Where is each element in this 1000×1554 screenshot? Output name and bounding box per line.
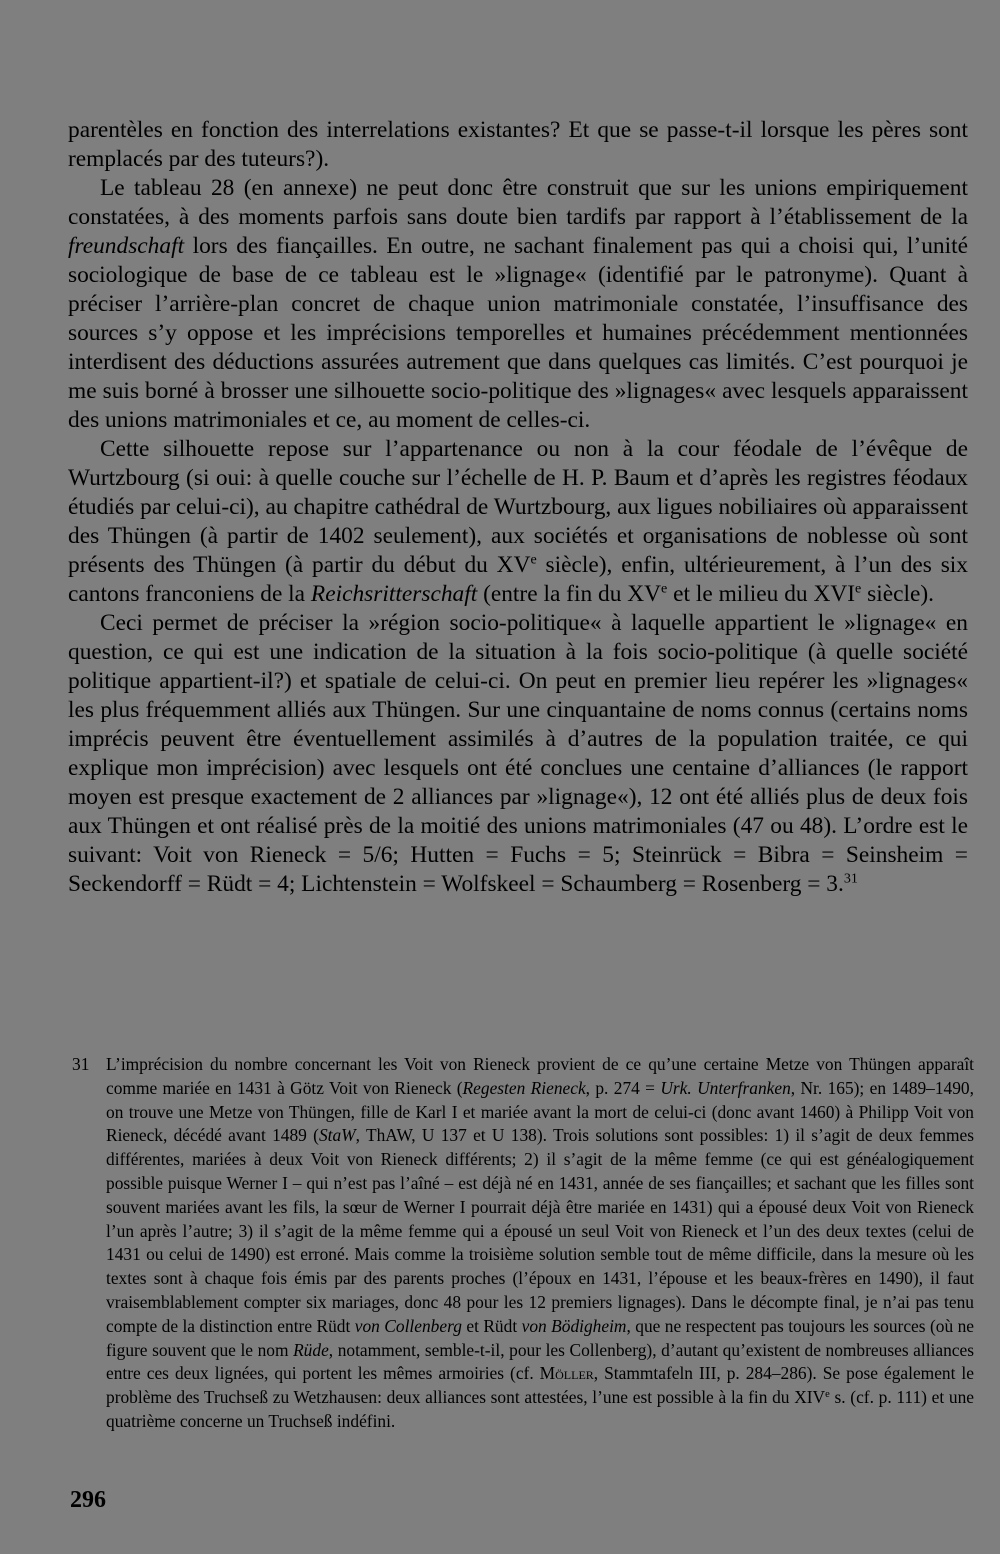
paragraph [68,609,968,899]
text-segment-italic: StaW [318,1125,356,1146]
text-segment-italic: Rüde [293,1339,329,1360]
footnote-text [106,1053,974,1434]
text-segment: siècle), enfin, ultérieurement, à l’un des six cantons franconiens de la [68,552,968,607]
text-segment-sup: e [661,580,668,597]
text-segment: s. (cf. p. 111) et une quatrième concerne un Truchseß indéfini. [106,1387,974,1431]
text-segment: Le tableau 28 (en annexe) ne peut donc être construit que sur les unions empiriquement constatées, à des moments parfois sans doute bien tardifs par rapport à l’établissement de la [68,175,968,230]
footnote [72,1053,974,1434]
text-segment: , Stammtafeln III, p. 284–286). Se pose également le problème des Truchseß zu Wetzhausen: deux alliances sont attestées, l’une est possible à la fin du XIV [106,1363,974,1408]
footnote-number: 31 [72,1054,90,1074]
page-number: 296 [70,1487,106,1513]
text-segment-italic: von Bödigheim [521,1315,627,1336]
text-segment: L’imprécision du nombre concernant les Voit von Rieneck provient de ce qu’une certaine Metze von Thüngen apparaît comme mariée en 1431 à Götz Voit von Rieneck ( [106,1054,974,1098]
text-segment-italic: Regesten Rieneck [462,1077,586,1098]
text-segment: siècle). [861,581,934,607]
text-segment-sup: e [855,580,862,597]
text-segment: Ceci permet de préciser la »région socio-politique« à laquelle appartient le »lignage« en question, ce qui est une indication de la situation à la fois socio-politique (à quelle société politique appartient-il?) et spatiale de celui-ci. On peut en premier lieu repérer les »lignages« les plus fréquemment alliés aux Thüngen. Sur une cinquantaine de noms connus (certains noms imprécis peuvent être éventuellement assimilés à d’autres de la population traitée, ce qui explique mon imprécision) avec lesquels ont été conclues une centaine d’alliances (le rapport moyen est presque exactement de 2 alliances par »lignage«), 12 ont été alliés plus de deux fois aux Thüngen et ont réalisé près de la moitié des unions matrimoniales (47 ou 48). L’ordre est le suivant: Voit von Rieneck = 5/6; Hutten = Fuchs = 5; Steinrück = Bibra = Seinsheim = Seckendorff = Rüdt = 4; Lichtenstein = Wolfskeel = Schaumberg = Rosenberg = 3. [68,610,968,897]
text-segment: parentèles en fonction des interrelations existantes? Et que se passe-t-il lorsque les pères sont remplacés par des tuteurs?). [68,117,968,172]
text-segment-italic: freundschaft [68,233,185,259]
paragraph [68,116,968,174]
text-segment: , Nr. 165); en 1489–1490, on trouve une Metze von Thüngen, fille de Karl I et mariée avant la mort de celui-ci (donc avant 1460) à Philipp Voit von Rieneck, décédé avant 1489 ( [106,1077,974,1146]
text-segment-italic: Reichsritterschaft [310,581,478,607]
text-segment: (entre la fin du XV [477,581,662,607]
text-segment: lors des fiançailles. En outre, ne sachant finalement pas qui a choisi qui, l’unité sociologique de base de ce tableau est le »lignage« (identifié par le patronyme). Quant à préciser l’arrière-plan concret de chaque union matrimoniale constatée, l’insuffisance des sources s’y oppose et les imprécisions temporelles et humaines précédemment mentionnées interdisent des déductions assurées autrement que dans quelques cas limités. C’est pourquoi je me suis borné à brosser une silhouette socio-politique des »lignages« avec lesquels apparaissent des unions matrimoniales et ce, au moment de celles-ci. [68,233,968,433]
paragraph [68,435,968,609]
text-segment: , p. 274 = [585,1077,661,1098]
text-segment-sup: 31 [843,870,858,887]
text-segment: Cette silhouette repose sur l’appartenance ou non à la cour féodale de l’évêque de Wurtzbourg (si oui: à quelle couche sur l’échelle de H. P. Baum et d’après les registres féodaux étudiés par celui-ci), au chapitre cathédral de Wurtzbourg, aux ligues nobiliaires où apparaissent des Thüngen (à partir de 1402 seulement), aux sociétés et organisations de noblesse où sont présents des Thüngen (à partir du début du XV [68,436,968,578]
text-segment-sup: e [825,1388,830,1400]
text-segment: , ThAW, U 137 et U 138). Trois solutions sont possibles: 1) il s’agit de deux femmes différentes, mariées à deux Voit von Rieneck différents; 2) il s’agit de la même femme (ce qui est généalogiquement possible puisque Werner I – qui n’est pas l’aîné – est déjà né en 1431, année de ses fiançailles; et sachant que les filles sont souvent mariées avant les fils, la sœur de Werner I pourrait déjà être mariée en 1431) qui a épousé deux Voit von Rieneck l’un après l’autre; 3) il s’agit de la même femme qui a épousé un seul Voit von Rieneck et l’un des deux textes (celui de 1431 ou celui de 1490) est erroné. Mais comme la troisième solution semble tout de même difficile, dans la mesure où les textes sont à chaque fois émis par des parents proches (l’époux en 1431, l’épouse et les beaux-frères en 1490), il faut vraisemblablement compter six mariages, donc 48 pour les 12 premiers lignages). Dans le décompte final, je n’ai pas tenu compte de la distinction entre Rüdt [106,1125,974,1336]
text-segment-italic: von Collenberg [354,1315,462,1336]
main-text-body [68,116,968,899]
text-segment: et le milieu du XVI [667,581,856,607]
text-segment-sup: e [530,551,537,568]
text-segment: et Rüdt [461,1315,522,1336]
text-segment-smallcaps: Möller [539,1363,594,1384]
text-segment: , que ne respectent pas toujours les sources (où ne figure souvent que le nom [106,1315,974,1360]
text-segment: , notamment, semble-t-il, pour les Collenberg), d’autant qu’existent de nombreuses alliances entre ces deux lignées, qui portent les mêmes armoiries (cf. [106,1339,974,1384]
paragraph [68,174,968,435]
text-segment-italic: Urk. Unterfranken [660,1077,791,1098]
